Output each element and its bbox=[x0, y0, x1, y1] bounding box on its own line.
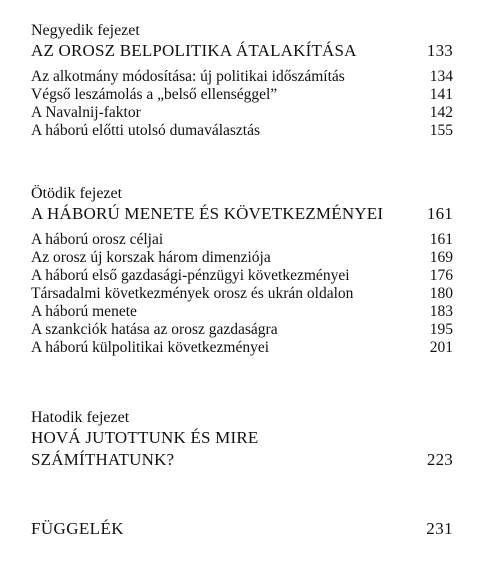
toc-entry bbox=[31, 104, 453, 122]
chapter-page-number: 161 bbox=[426, 204, 453, 223]
entry-page-number: 169 bbox=[429, 249, 453, 266]
entry-title: A háború első gazdasági-pénzügyi következményei bbox=[31, 267, 350, 284]
chapter-title-line-1: HOVÁ JUTOTTUNK ÉS MIRE bbox=[31, 428, 259, 447]
entry-page-number: 141 bbox=[429, 86, 453, 103]
entry-list bbox=[31, 231, 453, 357]
entry-list bbox=[31, 68, 453, 140]
toc-entry bbox=[31, 249, 453, 267]
entry-page-number: 155 bbox=[429, 122, 453, 139]
appendix-row bbox=[31, 518, 453, 539]
entry-title: A háború orosz céljai bbox=[31, 231, 164, 248]
entry-page-number: 142 bbox=[429, 104, 453, 121]
toc-entry bbox=[31, 303, 453, 321]
toc-entry bbox=[31, 267, 453, 285]
toc-entry bbox=[31, 231, 453, 249]
entry-title: A háború menete bbox=[31, 303, 137, 320]
toc-entry bbox=[31, 339, 453, 357]
entry-page-number: 195 bbox=[429, 321, 453, 338]
entry-page-number: 183 bbox=[429, 303, 453, 320]
entry-title: A Navalnij-faktor bbox=[31, 104, 141, 121]
entry-page-number: 180 bbox=[429, 285, 453, 302]
toc-entry bbox=[31, 86, 453, 104]
toc-entry bbox=[31, 321, 453, 339]
entry-title: A háború előtti utolsó dumaválasztás bbox=[31, 122, 261, 139]
chapter-title-row bbox=[31, 40, 453, 61]
chapter-label: Hatodik fejezet bbox=[31, 409, 130, 426]
entry-title: Társadalmi következmények orosz és ukrán oldalon bbox=[31, 285, 354, 302]
entry-page-number: 201 bbox=[429, 339, 453, 356]
chapter-title: AZ OROSZ BELPOLITIKA ÁTALAKÍTÁSA bbox=[31, 41, 357, 60]
chapter-page-number: 223 bbox=[426, 450, 453, 469]
entry-title: Az orosz új korszak három dimenziója bbox=[31, 249, 271, 266]
chapter-title: A HÁBORÚ MENETE ÉS KÖVETKEZMÉNYEI bbox=[31, 204, 384, 223]
toc-entry bbox=[31, 122, 453, 140]
entry-title: A háború külpolitikai következményei bbox=[31, 339, 270, 356]
entry-title: A szankciók hatása az orosz gazdaságra bbox=[31, 321, 278, 338]
chapter-title-row bbox=[31, 449, 453, 471]
entry-page-number: 161 bbox=[429, 231, 453, 248]
entry-page-number: 134 bbox=[429, 68, 453, 85]
chapter-5 bbox=[31, 184, 453, 357]
chapter-page-number: 133 bbox=[426, 41, 453, 60]
chapter-title-line-2: SZÁMÍTHATUNK? bbox=[31, 450, 175, 469]
appendix-title: FÜGGELÉK bbox=[31, 519, 124, 538]
appendix-page-number: 231 bbox=[426, 519, 453, 538]
entry-title: Végső leszámolás a „belső ellenséggel” bbox=[31, 86, 278, 103]
toc-entry bbox=[31, 285, 453, 303]
appendix bbox=[31, 518, 453, 539]
chapter-4 bbox=[31, 21, 453, 140]
toc-entry bbox=[31, 68, 453, 86]
chapter-label: Negyedik fejezet bbox=[31, 22, 140, 39]
chapter-6 bbox=[31, 408, 453, 471]
entry-page-number: 176 bbox=[429, 267, 453, 284]
chapter-label: Ötödik fejezet bbox=[31, 185, 123, 202]
entry-title: Az alkotmány módosítása: új politikai időszámítás bbox=[31, 68, 345, 85]
chapter-title-row bbox=[31, 203, 453, 224]
